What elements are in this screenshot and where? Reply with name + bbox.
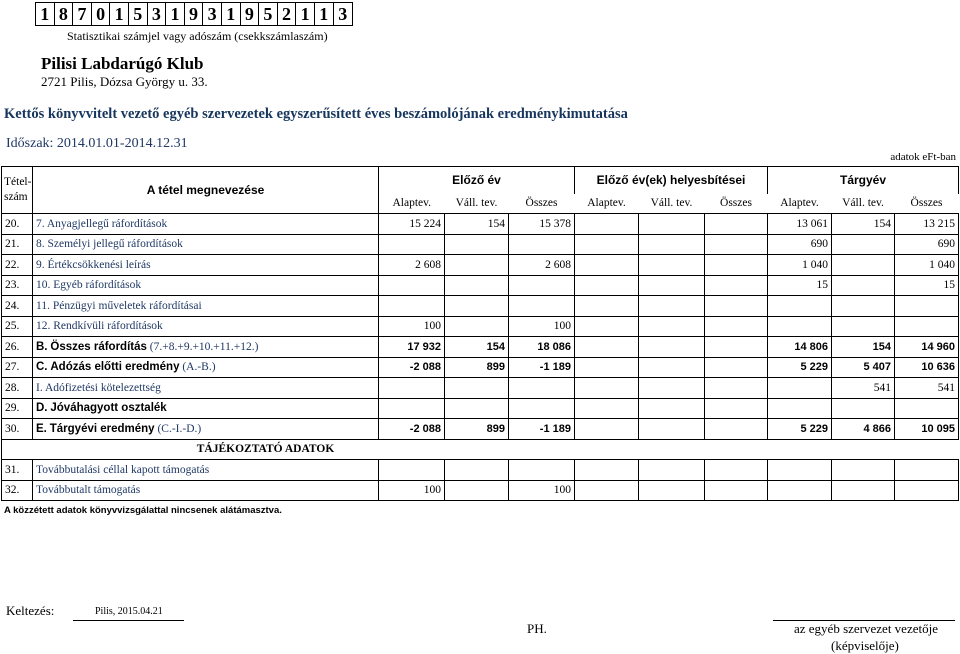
value-cell: 100 bbox=[509, 480, 575, 501]
value-cell bbox=[379, 296, 445, 317]
value-cell bbox=[705, 255, 768, 276]
value-cell: 1 040 bbox=[895, 255, 959, 276]
row-text: Jóváhagyott osztalék bbox=[50, 402, 167, 415]
value-cell: 14 806 bbox=[768, 337, 832, 358]
value-cell bbox=[639, 275, 705, 296]
value-cell bbox=[705, 357, 768, 378]
value-cell bbox=[575, 296, 639, 317]
row-code: 11. bbox=[36, 299, 50, 312]
value-cell bbox=[575, 419, 639, 440]
value-cell bbox=[895, 296, 959, 317]
table-row bbox=[2, 275, 959, 296]
value-cell bbox=[445, 255, 509, 276]
value-cell: 15 224 bbox=[379, 214, 445, 235]
value-cell bbox=[445, 275, 509, 296]
row-code: 12. bbox=[36, 320, 51, 333]
row-label bbox=[33, 255, 379, 276]
value-cell bbox=[509, 398, 575, 419]
signature-label-2: (képviselője) bbox=[831, 638, 899, 653]
value-cell bbox=[768, 378, 832, 399]
audit-note: A közzétett adatok könyvvizsgálattal nincsenek alátámasztva. bbox=[4, 505, 282, 516]
row-label bbox=[33, 234, 379, 255]
row-label bbox=[33, 316, 379, 337]
stat-digit: 1 bbox=[296, 3, 315, 25]
sub-header: Összes bbox=[509, 194, 575, 214]
value-cell bbox=[575, 214, 639, 235]
row-label: Továbbutalt támogatás bbox=[33, 480, 379, 501]
row-number: 21. bbox=[2, 234, 33, 255]
row-code: 10. bbox=[36, 279, 51, 292]
row-label: Továbbutalási céllal kapott támogatás bbox=[33, 460, 379, 481]
value-cell bbox=[445, 234, 509, 255]
value-cell bbox=[575, 480, 639, 501]
value-cell bbox=[639, 316, 705, 337]
row-code: I. bbox=[36, 381, 43, 394]
row-suffix: (C.-I.-D.) bbox=[154, 422, 202, 435]
row-number: 26. bbox=[2, 337, 33, 358]
row-number: 30. bbox=[2, 419, 33, 440]
group-header: Előző év(ek) helyesbítései bbox=[575, 167, 768, 194]
value-cell: 15 bbox=[768, 275, 832, 296]
value-cell: -2 088 bbox=[379, 419, 445, 440]
stat-caption: Statisztikai számjel vagy adószám (csekkszámlaszám) bbox=[67, 29, 328, 43]
value-cell bbox=[705, 460, 768, 481]
value-cell bbox=[379, 398, 445, 419]
value-cell: 2 608 bbox=[379, 255, 445, 276]
stat-digit: 9 bbox=[241, 3, 260, 25]
value-cell bbox=[832, 255, 895, 276]
value-cell bbox=[639, 480, 705, 501]
value-cell bbox=[639, 398, 705, 419]
value-cell bbox=[705, 398, 768, 419]
value-cell bbox=[575, 255, 639, 276]
value-cell: 17 932 bbox=[379, 337, 445, 358]
value-cell bbox=[832, 234, 895, 255]
value-cell bbox=[575, 378, 639, 399]
info-title: TÁJÉKOZTATÓ ADATOK bbox=[33, 439, 959, 460]
table-row bbox=[2, 296, 959, 317]
value-cell bbox=[575, 316, 639, 337]
stat-digit: 1 bbox=[110, 3, 129, 25]
value-cell bbox=[445, 316, 509, 337]
value-cell bbox=[639, 214, 705, 235]
value-cell bbox=[705, 419, 768, 440]
stat-digit: 9 bbox=[185, 3, 204, 25]
row-number: 20. bbox=[2, 214, 33, 235]
row-code: 8. bbox=[36, 238, 45, 251]
value-cell: 18 086 bbox=[509, 337, 575, 358]
table-row bbox=[2, 357, 959, 378]
value-cell bbox=[575, 337, 639, 358]
report-title: Kettős könyvvitelt vezető egyéb szervezetek egyszerűsített éves beszámolójának eredménykimutatása bbox=[4, 106, 628, 122]
row-number: 22. bbox=[2, 255, 33, 276]
value-cell bbox=[768, 480, 832, 501]
value-cell bbox=[832, 460, 895, 481]
stat-digit: 0 bbox=[92, 3, 111, 25]
value-cell: 690 bbox=[768, 234, 832, 255]
value-cell: 10 636 bbox=[895, 357, 959, 378]
row-code: E. bbox=[36, 422, 47, 435]
value-cell: -1 189 bbox=[509, 357, 575, 378]
sub-header: Alaptev. bbox=[379, 194, 445, 214]
row-number: 29. bbox=[2, 398, 33, 419]
value-cell: -2 088 bbox=[379, 357, 445, 378]
sub-header: Váll. tev. bbox=[639, 194, 705, 214]
value-cell: 100 bbox=[379, 480, 445, 501]
value-cell bbox=[832, 316, 895, 337]
value-cell bbox=[575, 398, 639, 419]
period: Időszak: 2014.01.01-2014.12.31 bbox=[6, 136, 188, 151]
table-row bbox=[2, 255, 959, 276]
stat-digit: 1 bbox=[36, 3, 55, 25]
stat-digit: 3 bbox=[148, 3, 167, 25]
value-cell: 899 bbox=[445, 419, 509, 440]
table-row bbox=[2, 337, 959, 358]
stat-digit: 3 bbox=[338, 3, 348, 24]
value-cell: 1 040 bbox=[768, 255, 832, 276]
row-label bbox=[33, 337, 379, 358]
row-number: 23. bbox=[2, 275, 33, 296]
value-cell: 154 bbox=[832, 214, 895, 235]
value-cell: 5 229 bbox=[768, 357, 832, 378]
value-cell bbox=[575, 275, 639, 296]
value-cell bbox=[832, 480, 895, 501]
value-cell bbox=[705, 296, 768, 317]
row-suffix: (A.-B.) bbox=[179, 361, 216, 374]
row-code: 9. bbox=[36, 258, 45, 271]
value-cell bbox=[705, 316, 768, 337]
row-code: D. bbox=[36, 402, 48, 415]
value-cell: -1 189 bbox=[509, 419, 575, 440]
value-cell bbox=[575, 234, 639, 255]
value-cell bbox=[705, 275, 768, 296]
value-cell bbox=[639, 234, 705, 255]
table-row bbox=[2, 378, 959, 399]
sub-header: Összes bbox=[895, 194, 959, 214]
value-cell bbox=[509, 234, 575, 255]
sub-header: Váll. tev. bbox=[445, 194, 509, 214]
table-row bbox=[2, 460, 959, 481]
value-cell bbox=[445, 460, 509, 481]
value-cell bbox=[379, 234, 445, 255]
row-label bbox=[33, 419, 379, 440]
stat-digit: 3 bbox=[203, 3, 222, 25]
value-cell: 541 bbox=[832, 378, 895, 399]
row-label bbox=[33, 275, 379, 296]
value-cell bbox=[832, 275, 895, 296]
value-cell bbox=[705, 480, 768, 501]
row-text: Összes ráfordítás bbox=[50, 340, 147, 353]
value-cell bbox=[639, 255, 705, 276]
table-row bbox=[2, 234, 959, 255]
table-row bbox=[2, 316, 959, 337]
row-number: 24. bbox=[2, 296, 33, 317]
row-number: 25. bbox=[2, 316, 33, 337]
group-header: Tárgyév bbox=[768, 167, 959, 194]
row-text: Egyéb ráfordítások bbox=[53, 279, 142, 292]
row-code: B. bbox=[36, 340, 48, 353]
table-row bbox=[2, 398, 959, 419]
value-cell bbox=[509, 378, 575, 399]
row-text: Adózás előtti eredmény bbox=[50, 361, 180, 374]
row-text: Anyagjellegű ráfordítások bbox=[46, 217, 168, 230]
value-cell: 2 608 bbox=[509, 255, 575, 276]
sub-header: Váll. tev. bbox=[832, 194, 895, 214]
value-cell: 15 378 bbox=[509, 214, 575, 235]
value-cell: 13 215 bbox=[895, 214, 959, 235]
stat-digit: 1 bbox=[315, 3, 334, 25]
row-text: Értékcsökkenési leírás bbox=[47, 258, 151, 271]
value-cell: 5 407 bbox=[832, 357, 895, 378]
value-cell bbox=[509, 460, 575, 481]
row-text: Személyi jellegű ráfordítások bbox=[47, 238, 183, 251]
value-cell bbox=[895, 480, 959, 501]
value-cell bbox=[705, 337, 768, 358]
value-cell bbox=[445, 296, 509, 317]
sub-header: Alaptev. bbox=[768, 194, 832, 214]
value-cell bbox=[768, 460, 832, 481]
table-row bbox=[2, 214, 959, 235]
stat-digit: 5 bbox=[129, 3, 148, 25]
value-cell bbox=[768, 398, 832, 419]
value-cell bbox=[705, 378, 768, 399]
stat-digit: 1 bbox=[222, 3, 241, 25]
row-label bbox=[33, 378, 379, 399]
stat-digit: 1 bbox=[166, 3, 185, 25]
row-text: Pénzügyi műveletek ráfordításai bbox=[52, 299, 202, 312]
value-cell bbox=[895, 398, 959, 419]
row-label bbox=[33, 296, 379, 317]
row-suffix: (7.+8.+9.+10.+11.+12.) bbox=[146, 340, 259, 353]
value-cell: 14 960 bbox=[895, 337, 959, 358]
value-cell: 690 bbox=[895, 234, 959, 255]
value-cell bbox=[575, 357, 639, 378]
value-cell bbox=[445, 378, 509, 399]
value-cell bbox=[895, 460, 959, 481]
value-cell bbox=[379, 460, 445, 481]
value-cell bbox=[509, 296, 575, 317]
value-cell: 154 bbox=[445, 337, 509, 358]
value-cell: 5 229 bbox=[768, 419, 832, 440]
value-cell: 13 061 bbox=[768, 214, 832, 235]
value-cell bbox=[379, 275, 445, 296]
value-cell bbox=[895, 316, 959, 337]
table-row bbox=[2, 480, 959, 501]
row-code: 7. bbox=[36, 217, 45, 230]
value-cell bbox=[639, 296, 705, 317]
row-label bbox=[33, 357, 379, 378]
sub-header: Összes bbox=[705, 194, 768, 214]
value-cell bbox=[832, 296, 895, 317]
value-cell bbox=[639, 419, 705, 440]
row-label bbox=[33, 398, 379, 419]
row-code: C. bbox=[36, 361, 48, 374]
value-cell bbox=[509, 275, 575, 296]
value-cell bbox=[639, 460, 705, 481]
row-number: 32. bbox=[2, 480, 33, 501]
issued-value: Pilis, 2015.04.21 bbox=[95, 606, 163, 617]
group-header: Előző év bbox=[379, 167, 575, 194]
row-number: 27. bbox=[2, 357, 33, 378]
unit-label: adatok eFt-ban bbox=[890, 151, 956, 163]
value-cell: 899 bbox=[445, 357, 509, 378]
value-cell: 100 bbox=[509, 316, 575, 337]
value-cell bbox=[705, 214, 768, 235]
row-text: Rendkívüli ráfordítások bbox=[53, 320, 163, 333]
value-cell bbox=[639, 337, 705, 358]
row-number: 28. bbox=[2, 378, 33, 399]
issued-label: Keltezés: bbox=[6, 603, 55, 618]
table-row bbox=[2, 419, 959, 440]
col-item-name: A tétel megnevezése bbox=[33, 167, 379, 214]
stat-digit: 8 bbox=[55, 3, 74, 25]
value-cell bbox=[705, 234, 768, 255]
issued-line bbox=[73, 620, 184, 621]
row-text: Tárgyévi eredmény bbox=[49, 422, 155, 435]
value-cell bbox=[379, 378, 445, 399]
value-cell: 154 bbox=[445, 214, 509, 235]
row-text: Adófizetési kötelezettség bbox=[44, 381, 161, 394]
value-cell: 10 095 bbox=[895, 419, 959, 440]
stat-number-boxes bbox=[35, 2, 353, 26]
income-statement-table bbox=[1, 166, 959, 501]
value-cell: 15 bbox=[895, 275, 959, 296]
value-cell bbox=[445, 480, 509, 501]
ph-label: PH. bbox=[527, 621, 547, 636]
org-address: 2721 Pilis, Dózsa György u. 33. bbox=[41, 74, 208, 89]
stat-digit: 2 bbox=[278, 3, 297, 25]
value-cell bbox=[768, 296, 832, 317]
col-item-no: Tétel-szám bbox=[2, 167, 33, 214]
value-cell bbox=[575, 460, 639, 481]
stat-digit: 5 bbox=[259, 3, 278, 25]
value-cell: 100 bbox=[379, 316, 445, 337]
value-cell: 154 bbox=[832, 337, 895, 358]
value-cell bbox=[768, 316, 832, 337]
value-cell: 4 866 bbox=[832, 419, 895, 440]
stat-digit: 7 bbox=[73, 3, 92, 25]
value-cell bbox=[445, 398, 509, 419]
org-name: Pilisi Labdarúgó Klub bbox=[41, 54, 204, 73]
value-cell bbox=[639, 357, 705, 378]
signature-label: az egyéb szervezet vezetője bbox=[794, 621, 938, 636]
sub-header: Alaptev. bbox=[575, 194, 639, 214]
row-number: 31. bbox=[2, 460, 33, 481]
value-cell bbox=[832, 398, 895, 419]
value-cell bbox=[639, 378, 705, 399]
value-cell: 541 bbox=[895, 378, 959, 399]
row-label bbox=[33, 214, 379, 235]
